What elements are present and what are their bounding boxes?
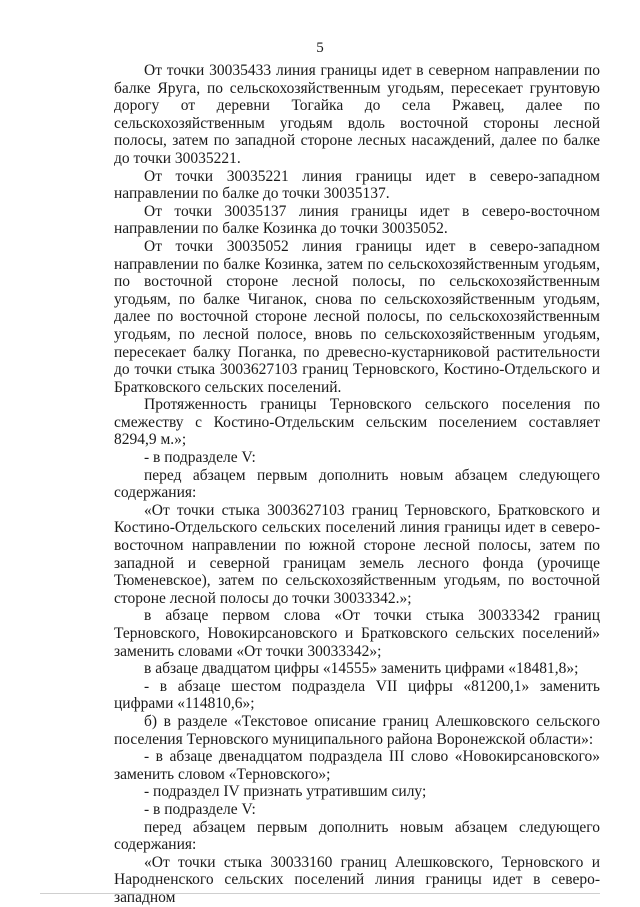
paragraph: в абзаце первом слова «От точки стыка 30033342 границ Терновского, Новокирсановского и Братковского сельских поселений» заменить словами «От точки 30033342»; <box>114 607 600 660</box>
paragraph: От точки 30035137 линия границы идет в северо-восточном направлении по балке Козинка до точки 30035052. <box>114 202 600 238</box>
footer-rule <box>40 893 600 894</box>
paragraph: - в подразделе V: <box>144 800 256 818</box>
paragraph: «От точки стыка 30033160 границ Алешковского, Терновского и Народненского сельских поселений линия границы идет в северо-западном <box>114 853 600 906</box>
paragraph: - в подразделе V: <box>144 449 256 467</box>
paragraph: перед абзацем первым дополнить новым абзацем следующего содержания: <box>114 466 600 502</box>
paragraph: - в абзаце шестом подраздела VII цифры «81200,1» заменить цифрами «114810,6»; <box>114 677 600 713</box>
paragraph: - в абзаце двенадцатом подраздела III слово «Новокирсановского» заменить словом «Терновского»; <box>114 748 600 783</box>
page-number: 5 <box>316 40 324 56</box>
document-body <box>114 62 600 907</box>
paragraph: От точки 30035052 линия границы идет в северо-западном направлении по балке Козинка, затем по сельскохозяйственным угодьям, по восточной стороне лесной полосы, по сельскохозяйственным угодьям, по балке Чиганок, снова по сельскохозяйственным угодьям, далее по восточной стороне лесной полосы, по сельскохозяйственным угодьям, по лесной полосе, вновь по сельскохозяйственным угодьям, пересекает балку Поганка, по древесно-кустарниковой растительности до точки стыка 3003627103 границ Терновского, Костино-Отдельского и Братковского сельских поселений. <box>114 237 600 396</box>
paragraph: перед абзацем первым дополнить новым абзацем следующего содержания: <box>114 818 600 854</box>
paragraph: «От точки стыка 3003627103 границ Терновского, Братковского и Костино-Отдельского сельских поселений линия границы идет в северо-восточном направлении по южной стороне лесной полосы, затем по западной и северной границам земель лесного фонда (урочище Тюменевское), затем по сельскохозяйственным угодьям, по восточной стороне лесной полосы до точки 30033342.»; <box>114 501 600 607</box>
paragraph: Протяженность границы Терновского сельского поселения по смежеству с Костино-Отдельским сельским поселением составляет 8294,9 м.»; <box>114 396 600 449</box>
paragraph: От точки 30035221 линия границы идет в северо-западном направлении по балке до точки 30035137. <box>114 167 600 203</box>
paragraph: От точки 30035433 линия границы идет в северном направлении по балке Яруга, по сельскохозяйственным угодьям, пересекает грунтовую дорогу от деревни Тогайка до села Ржавец, далее по сельскохозяйственным угодьям вдоль восточной стороны лесной полосы, затем по западной стороне лесных насаждений, далее по балке до точки 30035221. <box>114 62 600 167</box>
paragraph: - подраздел IV признать утратившим силу; <box>144 783 427 801</box>
paragraph: в абзаце двадцатом цифры «14555» заменить цифрами «18481,8»; <box>144 660 579 678</box>
paragraph: б) в разделе «Текстовое описание границ Алешковского сельского поселения Терновского муниципального района Воронежской области»: <box>114 712 600 748</box>
